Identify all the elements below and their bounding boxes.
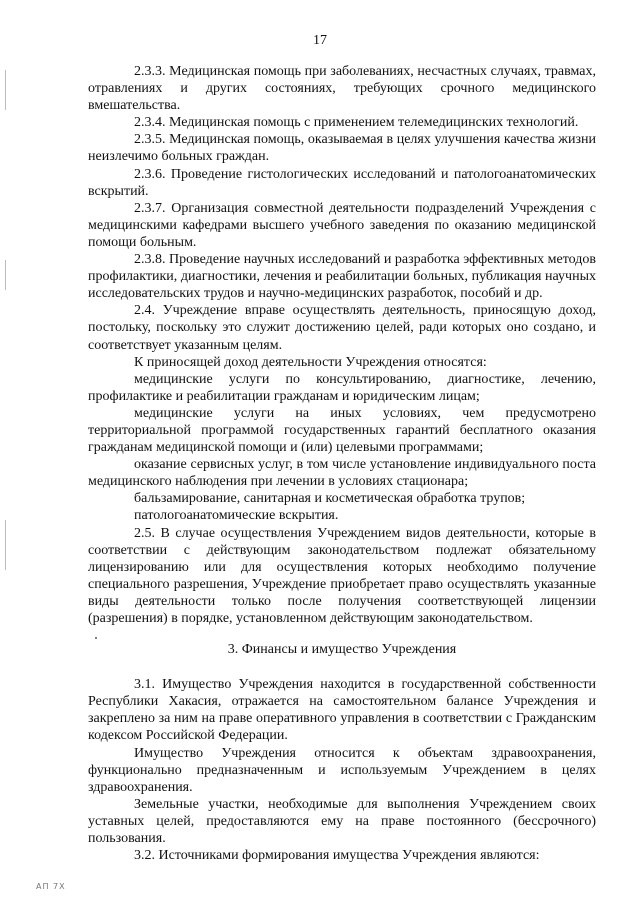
paragraph-2-3-5: 2.3.5. Медицинская помощь, оказываемая в целях улучшения качества жизни неизлечимо больных граждан. xyxy=(88,132,596,165)
list-item: медицинские услуги по консультированию, диагностике, лечению, профилактике и реабилитации гражданам и юридическим лицам; xyxy=(88,371,596,404)
paragraph-3-2: 3.2. Источниками формирования имущества Учреждения являются: xyxy=(134,848,540,864)
paragraph-2-3-3: 2.3.3. Медицинская помощь при заболеваниях, несчастных случаях, травмах, отравлениях и других состояниях, требующих срочного медицинского вмешательства. xyxy=(88,64,596,114)
paragraph-2-3-8: 2.3.8. Проведение научных исследований и разработка эффективных методов профилактики, диагностики, лечения и реабилитации больных, публикация научных исследовательских трудов и научно-медицинских разработок, пособий и др. xyxy=(88,252,596,302)
footer-mark: АП 7Х xyxy=(36,882,66,891)
paragraph-2-3-4: 2.3.4. Медицинская помощь с применением телемедицинских технологий. xyxy=(134,115,579,131)
paragraph-property: Имущество Учреждения относится к объектам здравоохранения, функционально предназначенным и используемым Учреждением в целях здравоохранения. xyxy=(88,745,596,795)
document-body xyxy=(88,63,596,864)
scan-edge-mark xyxy=(5,70,6,110)
paragraph-2-3-6: 2.3.6. Проведение гистологических исследований и патологоанатомических вскрытий. xyxy=(88,166,596,199)
scan-edge-mark xyxy=(5,260,6,290)
paragraph-3-1: 3.1. Имущество Учреждения находится в государственной собственности Республики Хакасия, отражается на самостоятельном балансе Учреждения и закреплено за ним на праве оперативного управления в соответствии с Гражданским кодексом Российской Федерации. xyxy=(88,677,596,744)
paragraph-2-5: 2.5. В случае осуществления Учреждением видов деятельности, которые в соответствии с действующим законодательством подлежат обязательному лицензированию или для осуществления которых необходимо получение специального разрешения, Учреждение приобретает право осуществлять указанные виды деятельности только после получения соответствующей лицензии (разрешения) в порядке, установленном действующим законодательством. xyxy=(88,525,596,626)
list-item: патологоанатомические вскрытия. xyxy=(134,508,339,524)
list-item: бальзамирование, санитарная и косметическая обработка трупов; xyxy=(134,491,526,507)
page-number: 17 xyxy=(313,33,327,48)
section-title: 3. Финансы и имущество Учреждения xyxy=(227,642,457,658)
paragraph-income-intro: К приносящей доход деятельности Учреждения относятся: xyxy=(134,354,487,370)
scan-edge-mark xyxy=(5,520,6,570)
paragraph-2-4: 2.4. Учреждение вправе осуществлять деятельность, приносящую доход, постольку, поскольку это служит достижению целей, ради которых оно создано, и соответствует указанным целям. xyxy=(88,303,596,353)
list-item: медицинские услуги на иных условиях, чем предусмотрено территориальной программой государственных гарантий бесплатного оказания гражданам медицинской помощи и (или) целевыми программами; xyxy=(88,405,596,456)
list-item: оказание сервисных услуг, в том числе установление индивидуального поста медицинского наблюдения при лечении в условиях стационара; xyxy=(88,457,596,490)
paragraph-2-3-7: 2.3.7. Организация совместной деятельности подразделений Учреждения с медицинскими кафедрами высшего учебного заведения по оказанию медицинской помощи больным. xyxy=(88,200,596,250)
paragraph-land: Земельные участки, необходимые для выполнения Учреждением своих уставных целей, предоставляются ему на праве постоянного (бессрочного) пользования. xyxy=(88,796,596,847)
